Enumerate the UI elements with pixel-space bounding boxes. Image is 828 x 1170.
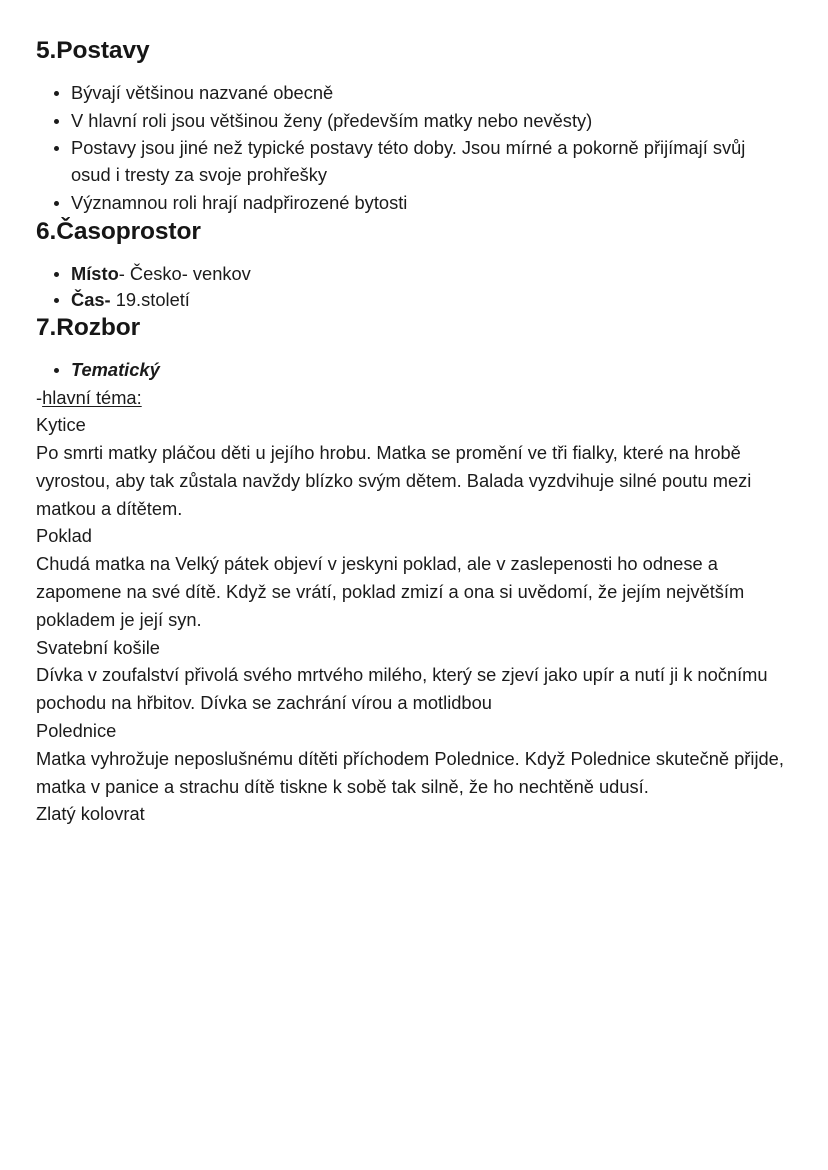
- list-item: [36, 357, 790, 384]
- list-item-label: Tematický: [71, 359, 160, 381]
- list-item: Významnou roli hrají nadpřirozené bytosti: [36, 190, 790, 217]
- list-item: Postavy jsou jiné než typické postavy této doby. Jsou mírné a pokorně přijímají svůj osud i tresty za svoje prohřešky: [36, 135, 790, 188]
- ballad-title: Zlatý kolovrat: [36, 803, 145, 825]
- list-item-term: Místo: [71, 263, 119, 285]
- theme-label-text: hlavní téma:: [42, 386, 142, 408]
- ballad-summary: Matka vyhrožuje neposlušnému dítěti příchodem Polednice. Když Polednice skutečně přijde, matka v panice a strachu dítě tiskne k sobě tak silně, že ho nechtěně udusí.: [36, 747, 784, 797]
- ballad-title: Kytice: [36, 414, 86, 436]
- theme-label: [36, 385, 790, 412]
- ballad-summary: Po smrti matky pláčou děti u jejího hrobu. Matka se promění ve tři fialky, které na hrobě vyrostou, aby tak zůstala navždy blízko svým dětem. Balada vyzdvihuje silné poutu mezi matkou a dítětem.: [36, 442, 752, 519]
- list-item: [36, 261, 790, 287]
- bullet-list-rozbor: [36, 357, 790, 384]
- bullet-list-casoprostor: [36, 261, 790, 313]
- ballad-title: Svatební košile: [36, 636, 160, 658]
- ballad-title: Poklad: [36, 525, 92, 547]
- ballad-summary: Chudá matka na Velký pátek objeví v jeskyni poklad, ale v zaslepenosti ho odnese a zapomene na své dítě. Když se vrátí, poklad zmizí a ona si uvědomí, že jejím největším pokladem je její syn.: [36, 553, 745, 630]
- list-item-term: Čas-: [71, 289, 111, 311]
- list-item: [36, 287, 790, 313]
- section-heading-postavy: 5.Postavy: [36, 37, 150, 64]
- section-heading-casoprostor: 6.Časoprostor: [36, 218, 201, 246]
- list-item: V hlavní roli jsou většinou ženy (především matky nebo nevěsty): [36, 108, 790, 135]
- document-body: [36, 36, 790, 828]
- list-item-value: 19.století: [110, 289, 190, 311]
- list-item-value: - Česko- venkov: [118, 263, 251, 285]
- bullet-list-postavy: [36, 80, 790, 217]
- section-heading-rozbor: 7.Rozbor: [36, 314, 141, 342]
- theme-label-prefix: -: [36, 386, 43, 408]
- list-item: Bývají většinou nazvané obecně: [36, 80, 790, 107]
- ballad-title: Polednice: [36, 720, 117, 742]
- ballad-summary: Dívka v zoufalství přivolá svého mrtvého milého, který se zjeví jako upír a nutí ji k nočnímu pochodu na hřbitov. Dívka se zachrání vírou a motlidbou: [36, 664, 768, 714]
